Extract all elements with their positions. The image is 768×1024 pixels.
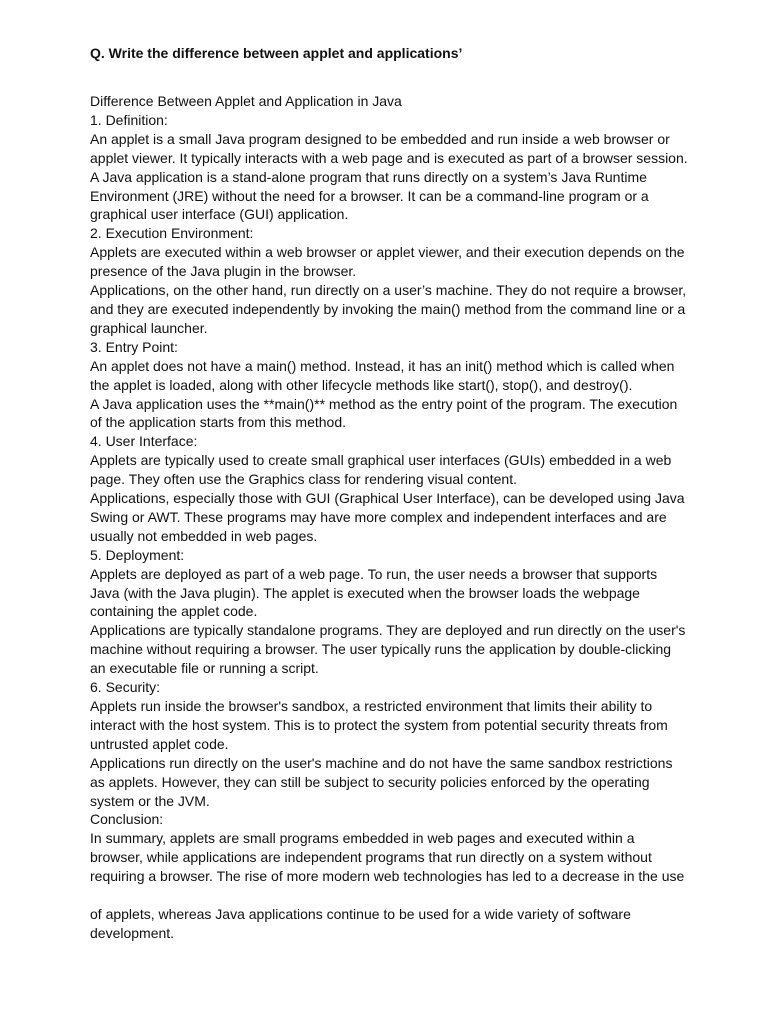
section-paragraph: Applets are deployed as part of a web page. To run, the user needs a browser that supports Java (with the Java plugin). The applet is executed when the browser loads the webpage containing the applet code.: [90, 565, 658, 620]
section-heading: 3. Entry Point:: [90, 338, 178, 355]
section-paragraph: An applet does not have a main() method. Instead, it has an init() method which is called when the applet is loaded, along with other lifecycle methods like start(), stop(), and destroy().: [90, 357, 675, 393]
section-user-interface: [90, 432, 690, 545]
question-heading: Q. Write the difference between applet and applications’: [90, 45, 463, 61]
document-title: Difference Between Applet and Application in Java: [90, 93, 402, 109]
document-page: [90, 44, 690, 943]
conclusion-paragraph-continued: of applets, whereas Java applications continue to be used for a wide variety of software development.: [90, 905, 631, 941]
section-paragraph: Applications run directly on the user's machine and do not have the same sandbox restrictions as applets. However, they can still be subject to security policies enforced by the operating system or the JVM.: [90, 754, 673, 809]
sections-container: [90, 111, 690, 943]
section-entry-point: [90, 338, 690, 433]
section-heading: 6. Security:: [90, 679, 161, 696]
section-heading: 2. Execution Environment:: [90, 225, 254, 242]
section-paragraph: Applets are executed within a web browser or applet viewer, and their execution depends on the presence of the Java plugin in the browser.: [90, 244, 685, 280]
conclusion-paragraph: In summary, applets are small programs embedded in web pages and executed within a browser, while applications are independent programs that run directly on a system without requiring a browser. The rise of more modern web technologies has led to a decrease in the use: [90, 830, 685, 885]
section-heading: 1. Definition:: [90, 111, 168, 128]
section-paragraph: A Java application is a stand-alone program that runs directly on a system’s Java Runtime Environment (JRE) without the need for a browser. It can be a command-line program or a graphical user interface (GUI) application.: [90, 168, 649, 223]
section-conclusion: [90, 810, 690, 942]
section-deployment: [90, 546, 690, 678]
conclusion-heading: Conclusion:: [90, 811, 164, 828]
section-heading: 4. User Interface:: [90, 433, 198, 450]
section-heading: 5. Deployment:: [90, 546, 185, 563]
section-paragraph: Applets run inside the browser's sandbox, a restricted environment that limits their ability to interact with the host system. This is to protect the system from potential security threats from untrusted applet code.: [90, 698, 668, 752]
section-paragraph: Applications, on the other hand, run directly on a user’s machine. They do not require a browser, and they are executed independently by invoking the main() method from the command line or a graphical launcher.: [90, 282, 687, 336]
section-paragraph: Applications are typically standalone programs. They are deployed and run directly on the user's machine without requiring a browser. The user typically runs the application by double-clicking an executable file or running a script.: [90, 622, 686, 677]
section-paragraph: An applet is a small Java program designed to be embedded and run inside a web browser or applet viewer. It typically interacts with a web page and is executed as part of a browser session.: [90, 130, 688, 166]
section-paragraph: Applets are typically used to create small graphical user interfaces (GUIs) embedded in a web page. They often use the Graphics class for rendering visual content.: [90, 452, 672, 488]
section-paragraph: Applications, especially those with GUI (Graphical User Interface), can be developed using Java Swing or AWT. These programs may have more complex and independent interfaces and are usually not embedded in web pages.: [90, 490, 685, 544]
section-paragraph: A Java application uses the **main()** method as the entry point of the program. The execution of the application starts from this method.: [90, 395, 678, 431]
section-execution-environment: [90, 224, 690, 337]
section-definition: [90, 111, 690, 224]
section-security: [90, 678, 690, 810]
